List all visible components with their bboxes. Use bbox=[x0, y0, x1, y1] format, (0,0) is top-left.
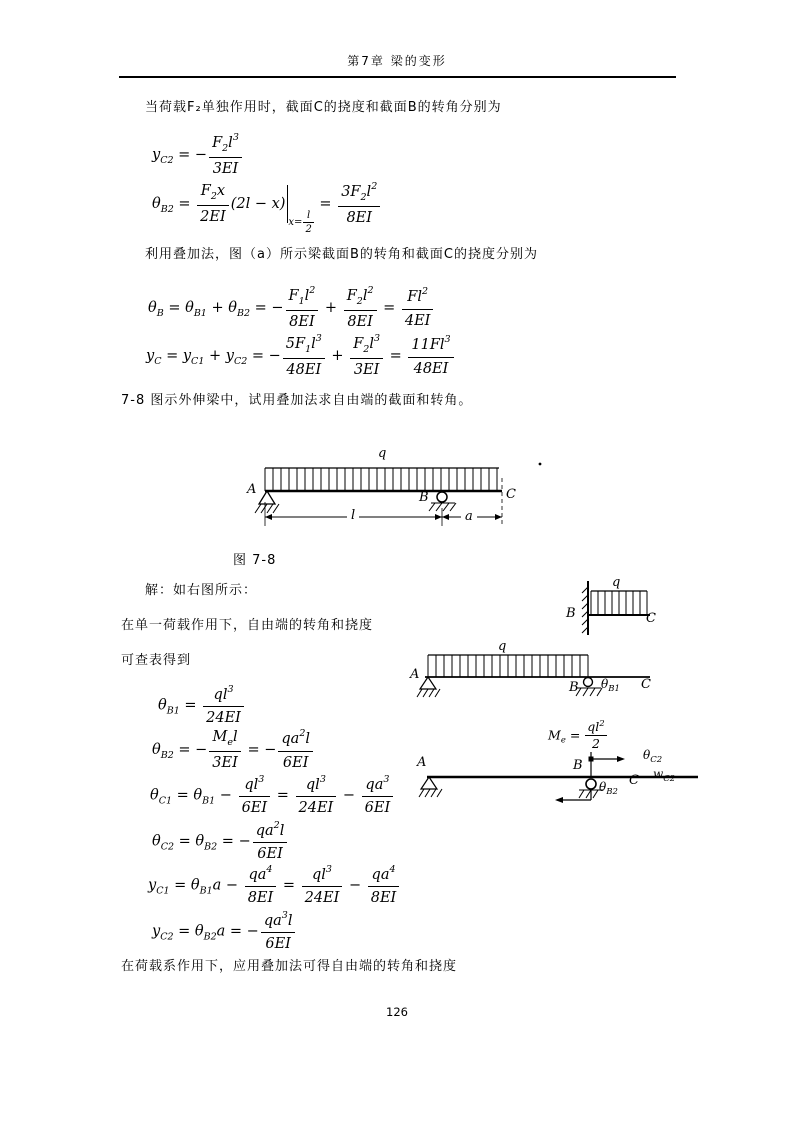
overhang-beam-diagram bbox=[415, 641, 665, 703]
moment-arrow-bottom-line bbox=[563, 789, 591, 800]
header-rule bbox=[119, 76, 676, 78]
formula-s1: $\theta_{B1}$ = $\frac{ql^3}{24EI}$ bbox=[158, 684, 246, 727]
paragraph-superposition: 利用叠加法，图（a）所示梁截面B的转角和截面C的挠度分别为 bbox=[145, 247, 538, 262]
moment-A-label: A bbox=[417, 755, 427, 770]
solution-heading: 解：如右图所示： bbox=[145, 583, 258, 598]
main-point-A-label: A bbox=[247, 482, 257, 497]
main-point-B-label: B bbox=[419, 490, 429, 505]
load-hatch-lines bbox=[591, 591, 647, 615]
formula-yc-sum: $y_C = y_{C1} + y_{C2}$ = − $\frac{5F_1l^3}{48EI}$ + $\frac{F_2l^3}{3EI}$ = $\frac{11Fl^3}{48EI}$ bbox=[146, 333, 456, 379]
cantilever-B-label: B bbox=[566, 606, 576, 621]
formula-s6: $y_{C2} = \theta_{B2}a$ = − $\frac{qa^3l}{6EI}$ bbox=[152, 910, 297, 953]
pin-support-A bbox=[420, 677, 436, 689]
paragraph-load-system: 在荷载系作用下，应用叠加法可得自由端的转角和挠度 bbox=[121, 959, 458, 974]
moment-B-label: B bbox=[573, 758, 583, 773]
support-A-hatch bbox=[419, 789, 442, 797]
moment-arrow-top-head bbox=[617, 756, 625, 762]
load-hatch-lines bbox=[265, 468, 497, 491]
stray-dot bbox=[539, 463, 542, 466]
paragraph-single-load: 在单一荷载作用下，自由端的转角和挠度 bbox=[121, 618, 374, 633]
pin-support-A bbox=[421, 777, 437, 789]
main-dim-a-label: a bbox=[461, 510, 477, 523]
formula-thetab-sum: $\theta_B = \theta_{B1} + \theta_{B2}$ = − $\frac{F_1l^2}{8EI}$ + $\frac{F_2l^2}{8EI}$ = $\frac{Fl^2}{4EI}$ bbox=[148, 285, 435, 331]
overhang-thetaB1-label: $\theta_{B1}$ bbox=[601, 677, 620, 694]
overhang-C-label: C bbox=[641, 677, 651, 692]
support-A-hatch bbox=[417, 689, 440, 697]
formula-yc2: $y_{C2}$ = − $\frac{F_2l^3}{3EI}$ bbox=[152, 132, 244, 178]
moment-Me-label: $M_e$ = $\frac{ql^2}{2}$ bbox=[548, 719, 605, 752]
dim-arrow-l-right bbox=[435, 514, 442, 520]
cantilever-load-label: q bbox=[612, 575, 621, 590]
main-load-label: q bbox=[378, 446, 387, 461]
dim-arrow-right bbox=[495, 514, 502, 520]
paragraph-table-lookup: 可查表得到 bbox=[121, 653, 192, 668]
overhang-A-label: A bbox=[410, 667, 420, 682]
figure-caption: 图 7-8 bbox=[233, 553, 277, 568]
load-hatch-lines bbox=[428, 655, 588, 677]
formula-s5: $y_{C1} = \theta_{B1}a$ − $\frac{qa^4}{8EI}$ = $\frac{ql^3}{24EI}$ − $\frac{qa^4}{8EI}$ bbox=[148, 864, 401, 907]
support-A-hatch bbox=[255, 504, 279, 513]
chapter-header: 第7章 梁的变形 bbox=[347, 54, 447, 68]
main-point-C-label: C bbox=[506, 487, 516, 502]
formula-s3: $\theta_{C1} = \theta_{B1}$ − $\frac{ql^3}{6EI}$ = $\frac{ql^3}{24EI}$ − $\frac{qa^3}{6EI}$ bbox=[150, 774, 395, 817]
formula-s2: $\theta_{B2}$ = − $\frac{M_el}{3EI}$ = − $\frac{qa^2l}{6EI}$ bbox=[152, 728, 315, 772]
moment-thetaC2-label: $\theta_{C2}$ bbox=[643, 748, 663, 765]
roller-support-B bbox=[584, 678, 593, 687]
overhang-B-label: B bbox=[569, 680, 579, 695]
support-B-hatch bbox=[576, 688, 602, 696]
page-number: 126 bbox=[386, 1005, 408, 1019]
cantilever-C-label: C bbox=[646, 611, 656, 626]
moment-wC2-label: $w_{C2}$ bbox=[653, 767, 676, 784]
overhang-load-label: q bbox=[498, 639, 507, 654]
formula-s4: $\theta_{C2} = \theta_{B2}$ = − $\frac{qa^2l}{6EI}$ bbox=[152, 820, 289, 863]
cantilever-diagram bbox=[580, 573, 705, 645]
paragraph-load-f2: 当荷载F₂单独作用时，截面C的挠度和截面B的转角分别为 bbox=[145, 100, 502, 115]
roller-support-B bbox=[437, 492, 447, 502]
main-dim-l-label: l bbox=[347, 509, 359, 522]
figure-7-8-beam-diagram bbox=[238, 440, 568, 540]
moment-arrow-bottom-head bbox=[555, 797, 563, 803]
dim-arrow-left bbox=[265, 514, 272, 520]
formula-thetab2: $\theta_{B2}$ = $\frac{F_2x}{2EI}$ (2l − x)x= $\frac{l}{2}$ = $\frac{3F_2l^2}{8EI}$ bbox=[152, 181, 382, 235]
moment-thetaB2-label: $\theta_{B2}$ bbox=[599, 780, 618, 797]
pin-support-A bbox=[259, 491, 275, 504]
moment-C-label: C bbox=[629, 773, 639, 788]
paragraph-problem-7-8: 7-8 图示外伸梁中，试用叠加法求自由端的截面和转角。 bbox=[121, 393, 473, 408]
roller-support-B bbox=[586, 779, 596, 789]
dim-arrow-a-left bbox=[442, 514, 449, 520]
support-B-hatch bbox=[429, 503, 456, 511]
